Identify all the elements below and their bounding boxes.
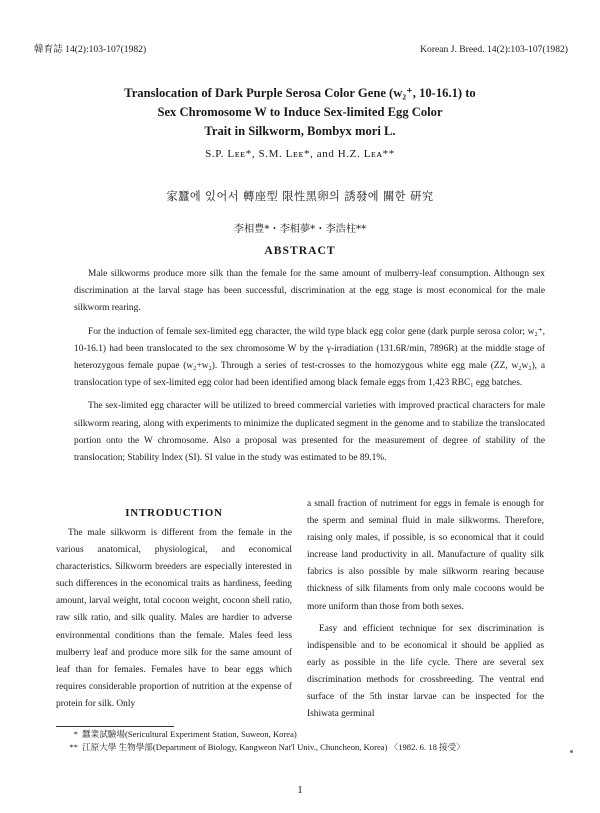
footnote-mark: * [73,729,78,739]
authors-korean: 李相豊*・李相夢*・李浩柱** [233,224,367,235]
footnote-divider [56,726,174,727]
title-line-3: Trait in Silkworm, Bombyx mori L. [204,124,396,138]
footnote-1 [56,728,556,741]
footnote-mark: ** [69,742,78,752]
footnote-text: 蠶業試驗場(Sericultural Experiment Station, Suweon, Korea) [82,729,297,739]
abstract-paragraph: The sex-limited egg character will be utilized to breed commercial varieties with improved practical characters for male silkworm rearing, along with experiments to minimize the duplicated segment in the genome and to stabilize the translocated portion onto the W chromosome. Also a proposal was presented for the measurement of degree of stability of the translocation; Stability Index (SI). SI value in the study was estimated to be 89.1%. [74,401,545,464]
abstract-body [74,266,545,467]
page-number: 1 [297,784,303,796]
journal-header-english: Korean J. Breed. 14(2):103-107(1982) [420,44,568,55]
paper-title [40,84,560,141]
body-paragraph: Easy and efficient technique for sex discrimination is indispensible and to be economical it should be applied as early as possible in the life cycle. There are several sex discrimination methods for crossbreeding. The ventral end surface of the 5th instar larvae can be inspected for the Ishiwata germinal [307,623,544,720]
title-line-1: Translocation of Dark Purple Serosa Color Gene (w₂⁺, 10-16.1) to [124,86,476,100]
footnote-2 [56,741,556,754]
abstract-paragraph: Male silkworms produce more silk than the female for the same amount of mulberry-leaf consumption. Althougn sex discrimination at the larval stage has been successful, discrimination at the egg stage is most economical for the male silkworm rearing. [74,269,545,314]
scan-speck [570,750,573,753]
title-korean: 家蠶에 있어서 轉座型 限性黑卵의 誘發에 關한 硏究 [166,190,434,203]
footnotes [56,728,556,754]
footnote-text: 江原大學 生物學部(Department of Biology, Kangweon Nat'l Univ., Chuncheon, Korea) 〈1982. 6. 18 接受〉 [82,742,465,752]
left-column [56,525,292,713]
journal-header-korean: 韓育誌 14(2):103-107(1982) [34,44,147,55]
authors-english: S.P. Lᴇᴇ*, S.M. Lᴇᴇ*, and H.Z. Lᴇᴀ** [205,148,395,160]
body-paragraph: The male silkworm is different from the female in the various anatomical, physiological, and economical characteristics. Silkworm breeders are especially interested in such differences in the economical traits as hardiness, feeding amount, larval weight, total cocoon weight, cocoon shell ratio, raw silk ratio, and silk quality. Males are hardier to adverse environmental conditions than the female. Males feed less mulberry leaf and produce more silk for the same amount of leaf than for females. Females have to bear eggs which requires considerable proportion of nutrition at the expense of protein for silk. Only [56,528,292,709]
right-column [307,496,544,723]
body-paragraph-continuation: a small fraction of nutriment for eggs in female is enough for the sperm and seminal fluid in male silkworms. Therefore, raising only males, if possible, is so economical that it could increase land productivity in all. Manufacture of quality silk fabrics is also possible by male silkworm rearing because thickness of silk filaments from only male cocoons would be more uniform than those from both sexes. [307,499,544,612]
abstract-paragraph: For the induction of female sex-limited egg character, the wild type black egg color gene (dark purple serosa color; w₂⁺, 10-16.1) had been translocated to the sex chromosome W by the γ-irradiation (131.6R/min, 7896R) at the middle stage of heterozygous female pupae (w₂+w₂). Through a series of test-crosses to the homozygous white egg male (ZZ, w₂w₂), a translocation type of sex-limited egg color had been identified among black female eggs from 1,423 RBC₁ egg batches. [74,326,545,389]
introduction-heading: INTRODUCTION [125,507,223,519]
abstract-heading: ABSTRACT [264,244,336,257]
title-line-2: Sex Chromosome W to Induce Sex-limited Egg Color [157,105,443,119]
